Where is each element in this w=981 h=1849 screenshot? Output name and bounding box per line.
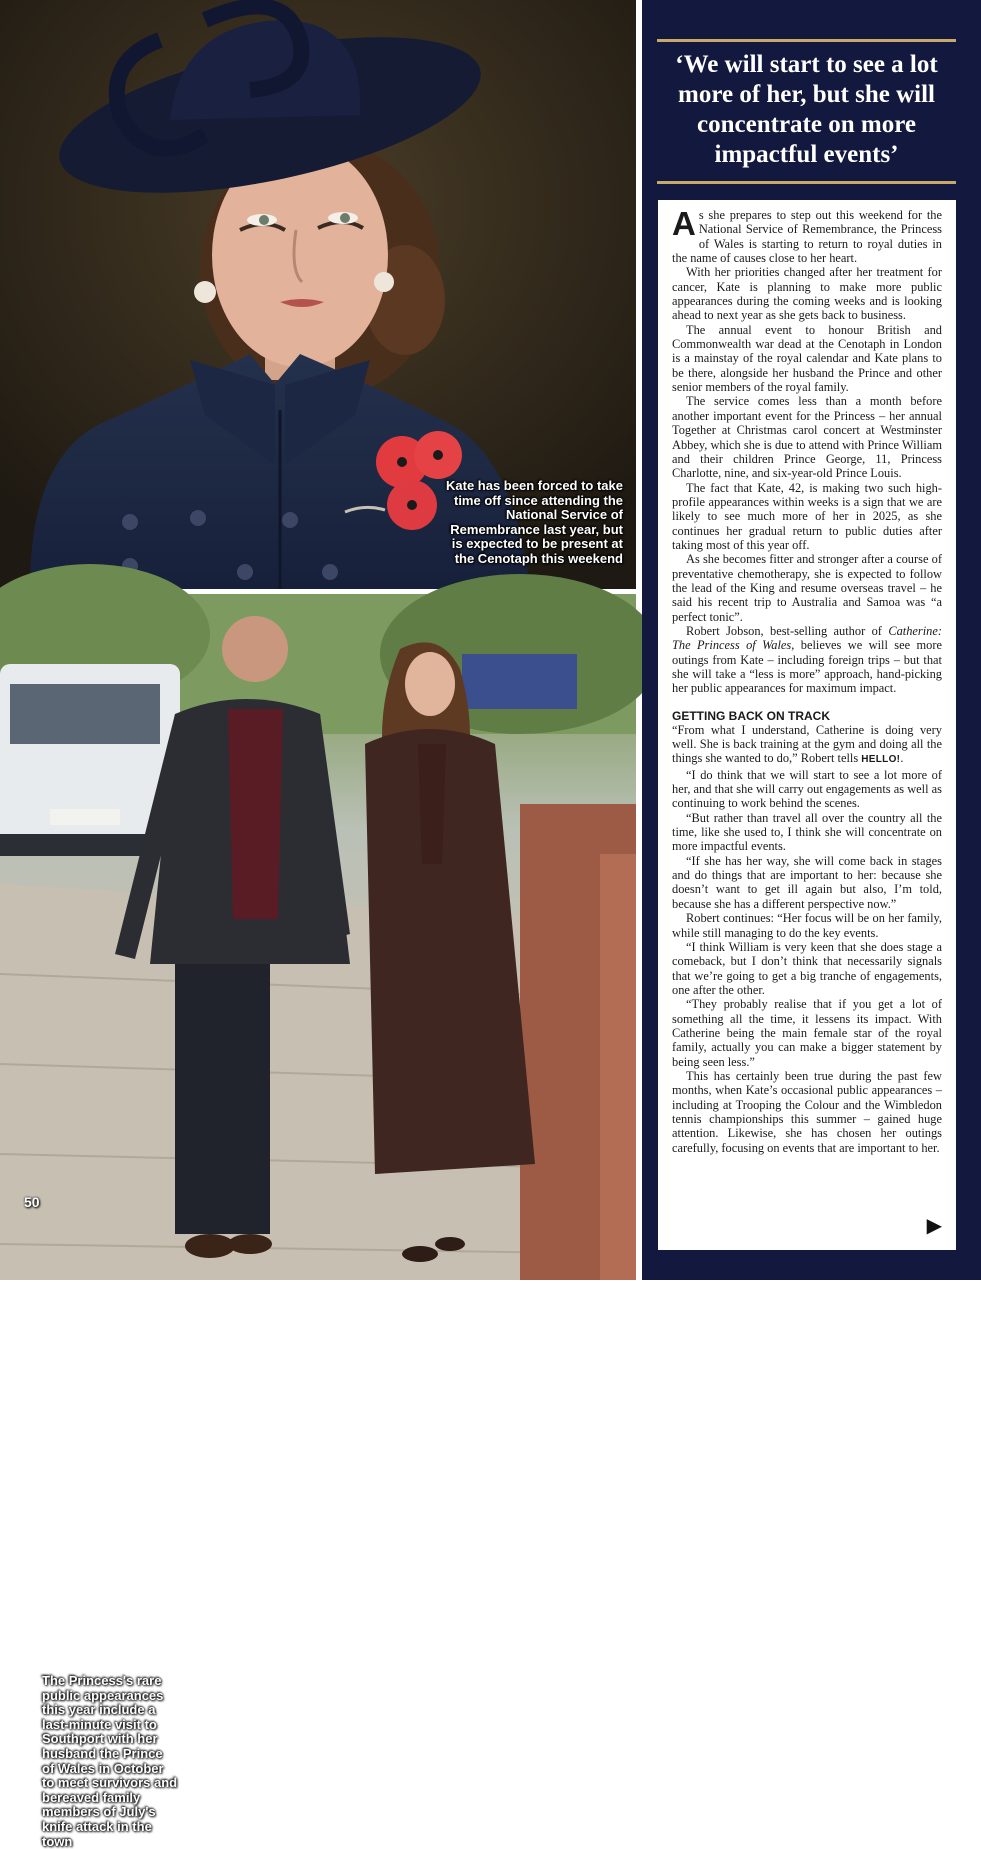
article-paragraph-8-a: “From what I understand, Catherine is doing very well. She is back training at the gym and doing all the things she wanted to do,” Robert tells (672, 722, 942, 766)
article-paragraph-8 (672, 723, 942, 768)
article-paragraph-12: Robert continues: “Her focus will be on her family, while still managing to do the key events. (672, 911, 942, 940)
article-paragraph-6: As she becomes fitter and stronger after a course of preventative chemotherapy, she is expected to follow the lead of the King and resume overseas travel – he said his recent trip to Australia and Samoa was “a perfect tonic”. (672, 552, 942, 624)
article-paragraph-2: With her priorities changed after her treatment for cancer, Kate is planning to make more public appearances during the coming weeks and is looking ahead to next year as she gets back to business. (672, 265, 942, 323)
article-paragraph-14: “They probably realise that if you get a lot of something all the time, it lessens its impact. With Catherine being the main female star of the royal family, actually you can make a bigger statement by being seen less.” (672, 997, 942, 1069)
article-subheading: GETTING BACK ON TRACK (672, 708, 830, 723)
page-number: 50 (24, 1194, 40, 1210)
article-paragraph-3: The annual event to honour British and Commonwealth war dead at the Cenotaph in London is a mainstay of the royal calendar and Kate plans to be there, alongside her husband the Prince and other senior members of the royal family. (672, 322, 942, 395)
pullquote-rule-bottom (657, 181, 956, 184)
hello-magazine-name: HELLO! (861, 754, 901, 766)
article-paragraph-8-b: . (900, 751, 904, 766)
article-paragraph-7-b: , believes we will see more outings from Kate – including foreign trips – but that she will take a “less is more” approach, hand-picking her public appearances for maximum impact. (672, 638, 942, 696)
article-paragraph-1 (672, 205, 942, 266)
pullquote-rule-top (657, 39, 956, 42)
article-paragraph-11: “If she has her way, she will come back in stages and do things that are important to her: because she doesn’t want to get ill again but also, I’m told, because she has a different perspective now.” (672, 853, 942, 911)
article-paragraph-13: “I think William is very keen that she does stage a comeback, but I don’t think that necessarily signals that we’re going to get a big tranche of engagements, one after the other. (672, 939, 942, 997)
pullquote: ‘We will start to see a lot more of her, but she will concentrate on more impactful events’ (675, 51, 938, 168)
book-title: Catherine: The Princess of Wales (672, 623, 942, 653)
photo-prince-princess-walking (0, 594, 636, 1849)
article-paragraph-7-a: Robert Jobson, best-selling author of (686, 623, 889, 638)
photo-princess-remembrance (0, 0, 636, 589)
article-paragraph-10: “But rather than travel all over the country all the time, like she used to, I think she will concentrate on more impactful events. (672, 810, 942, 854)
article-body (658, 200, 956, 1250)
triangle-right-icon: ▶ (926, 1215, 942, 1237)
photo-caption-top: Kate has been forced to take time off since attending the National Service of Remembrance last year, but is expected to be present at the Cenotaph this weekend (446, 478, 623, 566)
drop-cap: A (672, 205, 696, 242)
article-paragraph-15: This has certainly been true during the past few months, when Kate’s occasional public appearances – including at Trooping the Colour and the Wimbledon tennis championships this summer – gained huge attention. Likewise, she has chosen her outings carefully, focusing on events that are important to her. (672, 1068, 942, 1155)
photo-illustration-bottom (0, 594, 636, 1280)
article-paragraph-7 (672, 624, 942, 696)
article-paragraph-1-text: s she prepares to step out this weekend for the National Service of Remembrance, the Princess of Wales is starting to return to royal duties in the name of causes close to her heart. (672, 208, 942, 266)
article-paragraph-5: The fact that Kate, 42, is making two such high-profile appearances within weeks is a sign that we are likely to see much more of her in 2025, as she continues her gradual return to public duties after taking most of this year off. (672, 480, 942, 552)
photo-caption-bottom: The Princess's rare public appearances this year include a last-minute visit to Southport with her husband the Prince of Wales in October to meet survivors and bereaved family members of July's knife attack in the town (42, 1673, 178, 1849)
article-paragraph-4: The service comes less than a month before another important event for the Princess – her annual Together at Christmas carol concert at Westminster Abbey, which she is due to attend with Prince William and their children Prince George, 11, Princess Charlotte, nine, and six-year-old Prince Louis. (672, 394, 942, 481)
article-paragraph-9: “I do think that we will start to see a lot more of her, and that she will carry out engagements as well as continuing to work behind the scenes. (672, 767, 942, 811)
